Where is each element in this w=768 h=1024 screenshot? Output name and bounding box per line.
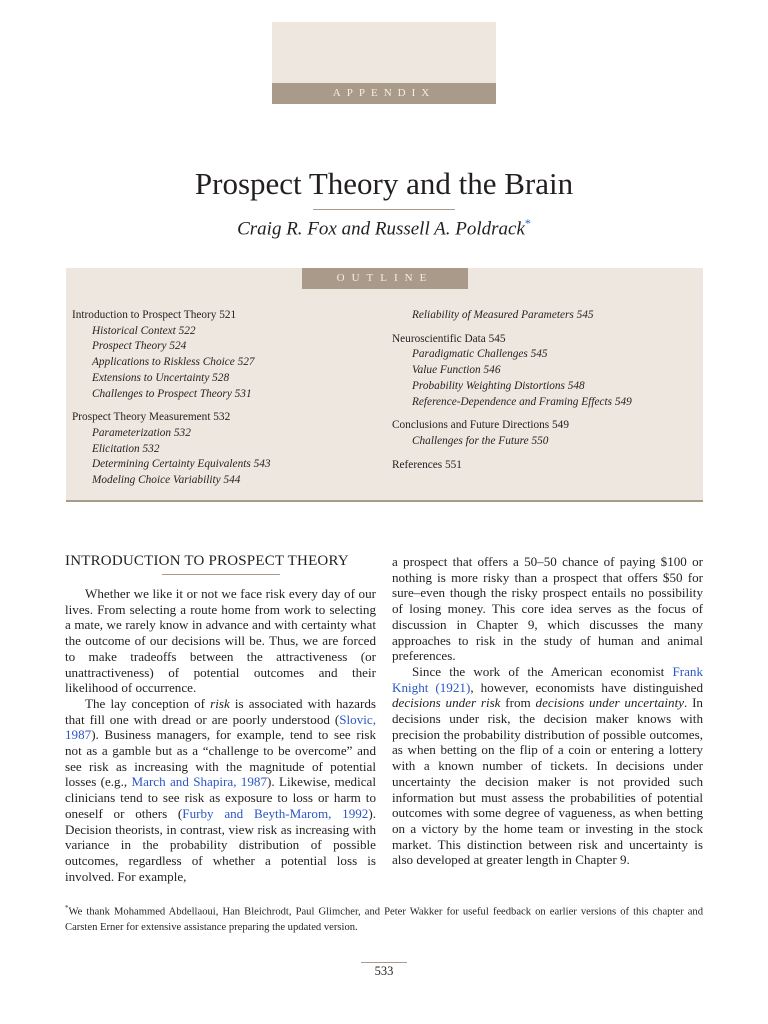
outline-subsection-entry[interactable]: Challenges to Prospect Theory 531 [92, 387, 252, 400]
outline-subsection-entry[interactable]: Reference-Dependence and Framing Effects 549 [412, 395, 632, 408]
chapter-title: Prospect Theory and the Brain [194, 166, 574, 201]
appendix-header-box [272, 22, 496, 104]
body-column-right [392, 554, 703, 868]
outline-section-entry[interactable]: Conclusions and Future Directions 549 [392, 419, 569, 432]
outline-subsection-entry[interactable]: Value Function 546 [412, 364, 501, 377]
outline-subsection-entry[interactable]: Paradigmatic Challenges 545 [412, 348, 548, 361]
outline-subsection-entry[interactable]: Applications to Riskless Choice 527 [92, 356, 255, 369]
title-rule [313, 209, 455, 210]
outline-label: OUTLINE [302, 268, 468, 289]
outline-box [66, 268, 703, 502]
outline-subsection-entry[interactable]: Reliability of Measured Parameters 545 [412, 309, 594, 321]
citation-march-shapira[interactable]: March and Shapira, 1987 [131, 774, 267, 790]
outline-subsection-entry[interactable]: Prospect Theory 524 [92, 340, 187, 353]
outline-subsection-entry[interactable]: Extensions to Uncertainty 528 [92, 371, 230, 384]
footnote-mark: * [65, 904, 69, 912]
outline-subsection-entry[interactable]: Challenges for the Future 550 [412, 434, 549, 447]
outline-column-right [392, 308, 692, 473]
outline-subsection-entry[interactable]: Parameterization 532 [92, 426, 191, 439]
body-column-left [65, 586, 376, 884]
citation-furby-beyth-marom[interactable]: Furby and Beyth-Marom, 1992 [182, 805, 369, 821]
authors: Craig R. Fox and Russell A. Poldrack [237, 218, 525, 240]
outline-subsection-entry[interactable]: Modeling Choice Variability 544 [92, 474, 241, 487]
outline-subsection-entry[interactable]: Elicitation 532 [92, 442, 160, 455]
outline-section-entry[interactable]: References 551 [392, 458, 462, 471]
authors-line [0, 216, 768, 240]
paragraph-2: The lay conception of risk is associated with hazards that fill one with dread or are poorly understood (Slovic, 1987). Business managers, for example, tend to see risk not as a gamble but as a “challenge to be overcome” and see risk as increasing with the magnitude of potential losses (e.g., March and Shapira, 1987). Likewise, medical clinicians tend to see risk as exposure to loss or harm to oneself or others (Furby and Beyth-Marom, 1992). Decision theorists, in contrast, view risk as increasing with variance in the probability distribution of possible outcomes, regardless of whether a potential loss is involved. For example, [65, 695, 376, 884]
paragraph-3: a prospect that offers a 50–50 chance of paying $100 or nothing is more risky than a prospect that offers $50 for sure–even though the risky prospect entails no possibility of losing money. This core idea serves as the focus of discussion in Chapter 9, which discusses the many approaches to risk in the study of human and animal preferences. [392, 554, 703, 664]
outline-section-entry[interactable]: Prospect Theory Measurement 532 [72, 411, 231, 424]
paragraph-4: Since the work of the American economist Frank Knight (1921), however, economists have distinguished decisions under risk from decisions under uncertainty. In decisions under risk, the decision maker knows with precision the probability distribution of possible outcomes, as when betting on the flip of a coin or entering a lottery with a known number of tickets. In decisions under uncertainty the decision maker is not provided such information but must assess the probabilities of potential outcomes with some degree of vagueness, as when betting on a victory by the home team or investing in the stock market. This distinction between risk and uncertainty is also developed at greater length in Chapter 9. [392, 663, 703, 868]
outline-subsection-entry[interactable]: Probability Weighting Distortions 548 [412, 379, 585, 392]
section-heading: INTRODUCTION TO PROSPECT THEORY [65, 553, 349, 569]
page-number-rule [361, 962, 407, 963]
outline-subsection-entry[interactable]: Determining Certainty Equivalents 543 [92, 458, 271, 471]
outline-section-entry[interactable]: Introduction to Prospect Theory 521 [72, 309, 237, 321]
citation-slovic[interactable]: Slovic, 1987 [65, 711, 376, 743]
outline-subsection-entry[interactable]: Historical Context 522 [92, 324, 196, 337]
page-number: 533 [374, 964, 394, 978]
author-footnote-mark[interactable]: * [524, 216, 531, 230]
section-heading-rule [162, 574, 280, 575]
outline-column-left [72, 308, 372, 489]
paragraph-1: Whether we like it or not we face risk every day of our lives. From selecting a route home from work to selecting a mate, we rarely know in advance and with certainty what the outcome of our decisions will be. Thus, we are forced to make tradeoffs between the attractiveness (or unattractiveness) of potential outcomes and their likelihood of occurrence. [65, 586, 376, 696]
footnote-text: We thank Mohammed Abdellaoui, Han Bleichrodt, Paul Glimcher, and Peter Wakker for useful feedback on earlier versions of this chapter and Carsten Erner for extensive assistance preparing the updated version. [65, 906, 703, 933]
footnote [65, 901, 703, 935]
appendix-label: APPENDIX [272, 83, 496, 104]
citation-knight[interactable]: Frank Knight (1921) [392, 663, 703, 695]
outline-section-entry[interactable]: Neuroscientific Data 545 [392, 332, 506, 345]
